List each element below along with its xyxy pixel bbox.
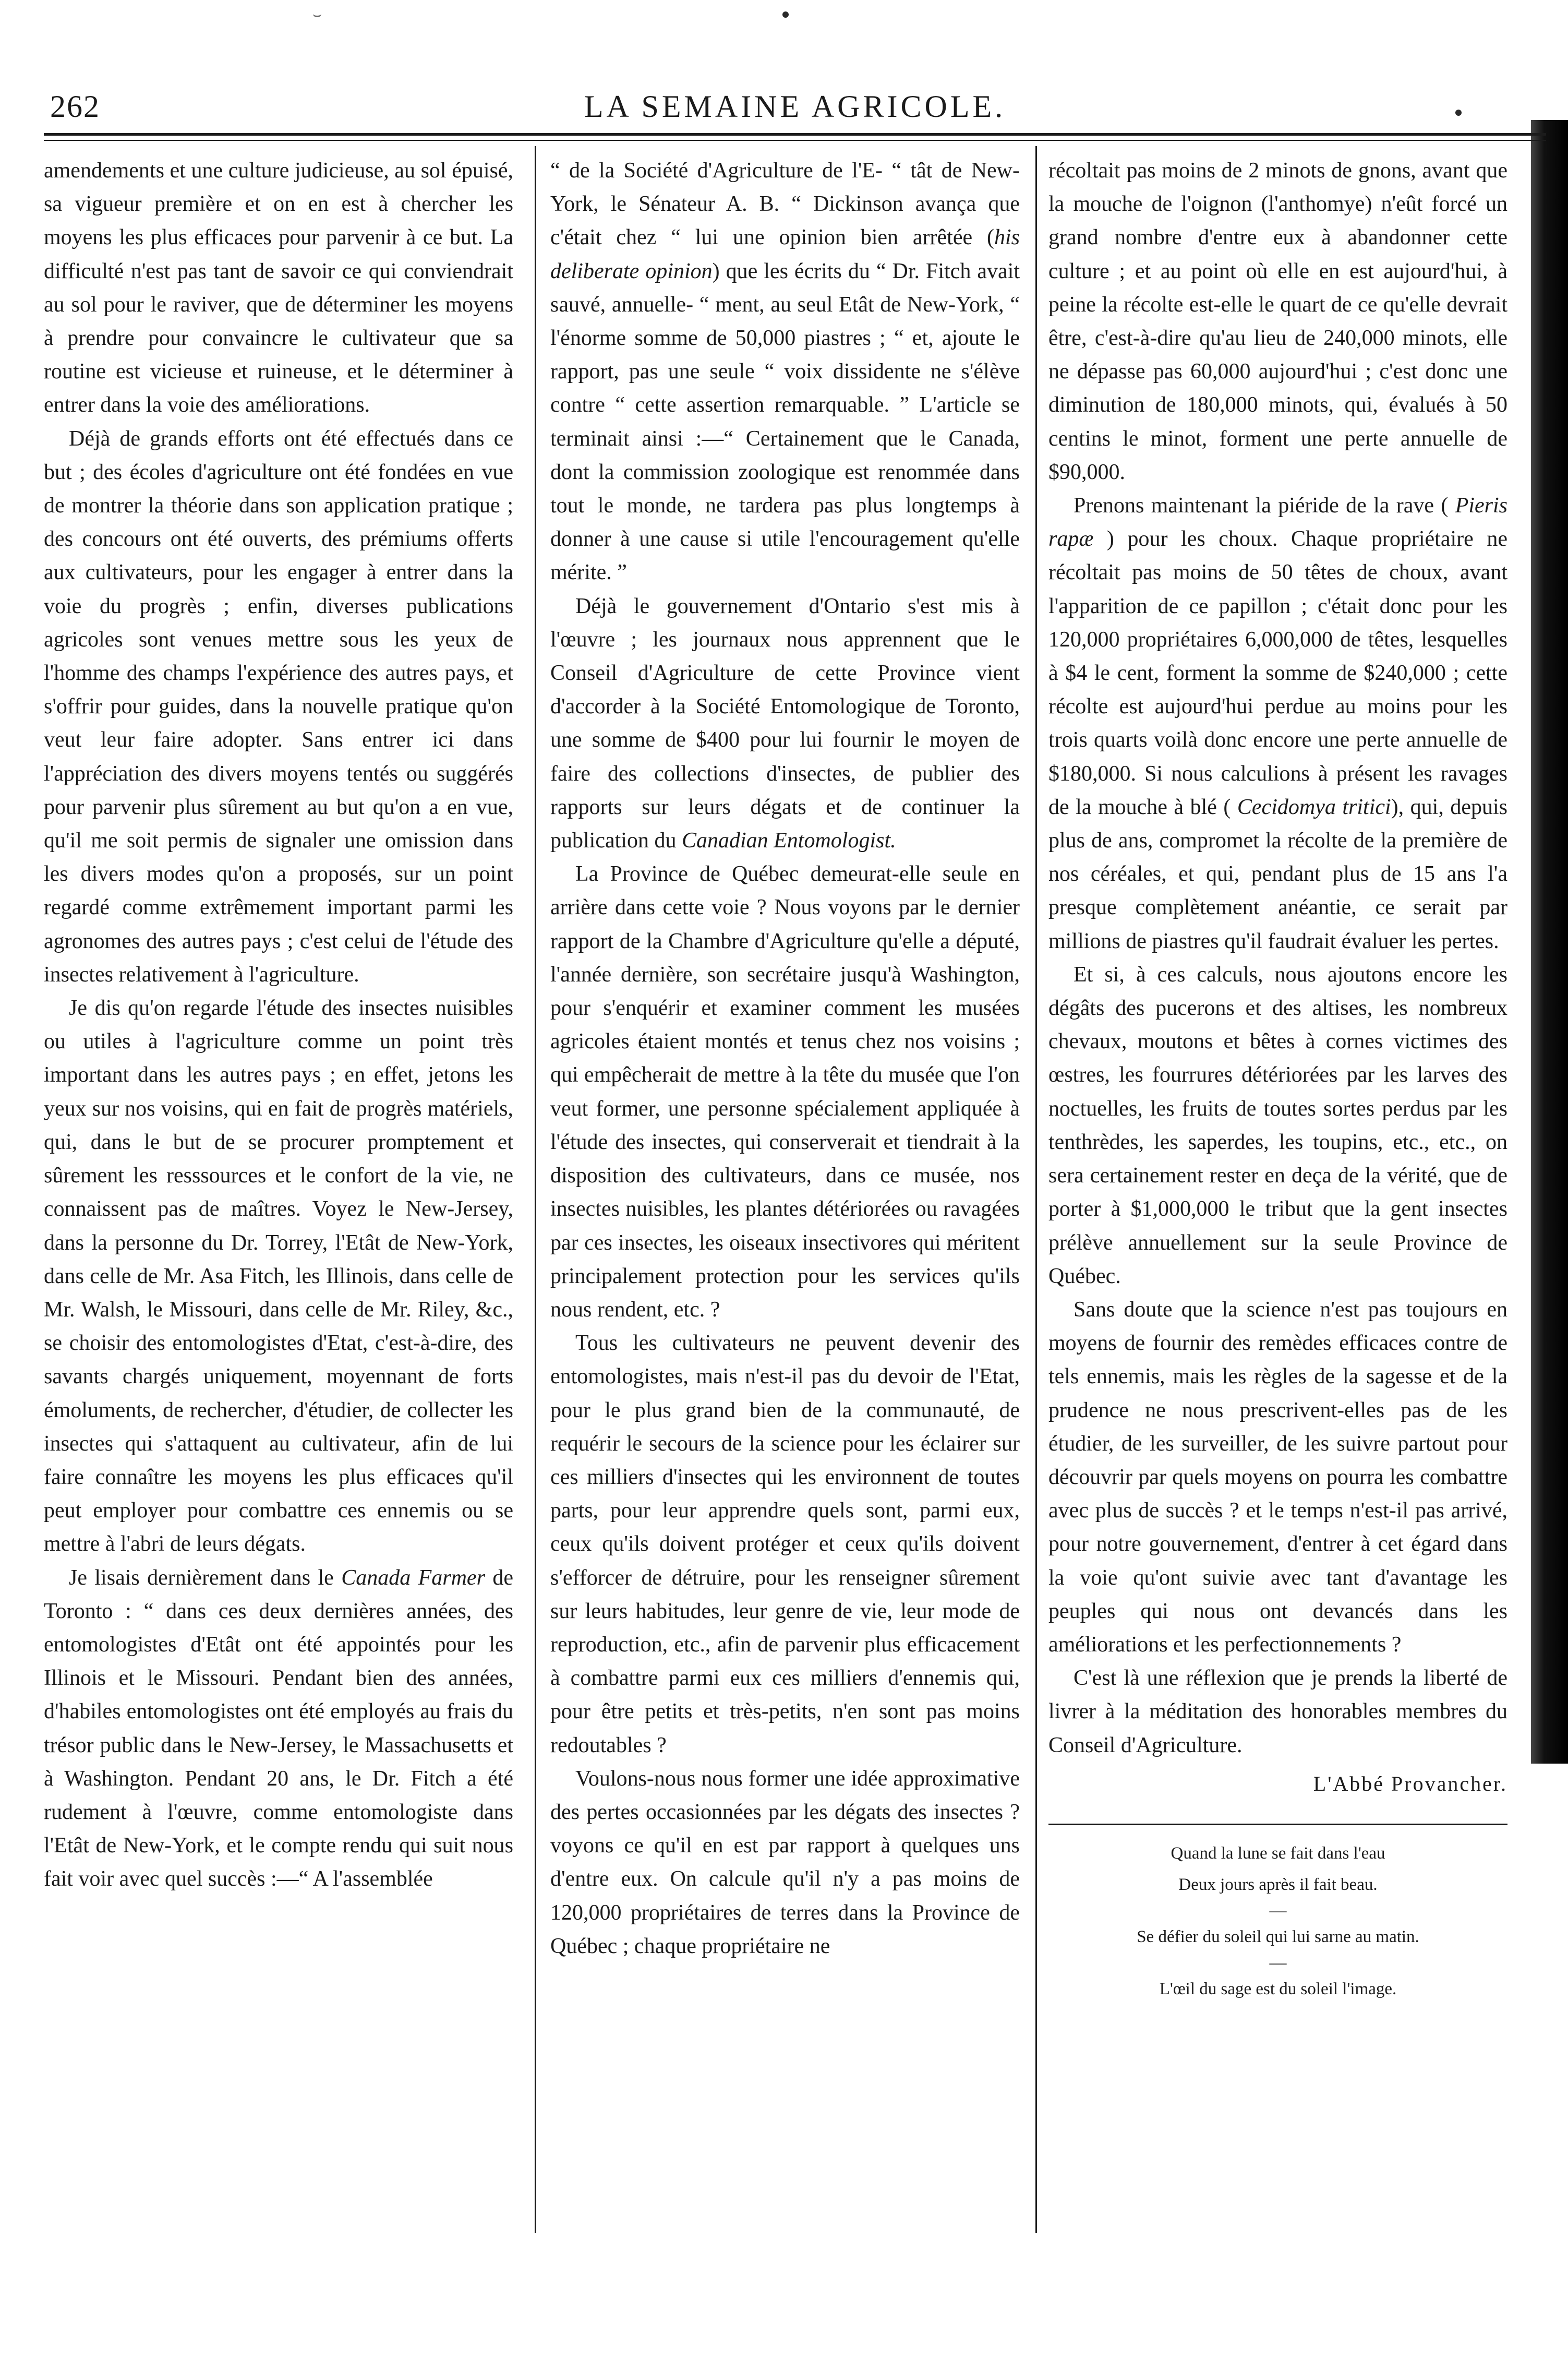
text-column-1 [44, 154, 513, 2293]
paragraph: Voulons-nous nous former une idée approximative des pertes occasionnées par les dégats des insectes ? voyons ce qu'il en est par rapport à quelques uns d'entre eux. On calcule qu'il n'y a pas moins de 120,000 propriétaires de terres dans la Province de Québec ; chaque propriétaire ne [550, 1766, 1020, 1958]
paragraph: amendements et une culture judicieuse, au sol épuisé, sa vigueur première et on en est à chercher les moyens les plus efficaces pour parvenir à ce but. La difficulté n'est pas tant de savoir ce qui conviendrait au sol pour le raviver, que de déterminer les moyens à prendre pour convaincre le cultivateur que sa routine est vicieuse et ruineuse, et le déterminer à entrer dans la voie des améliorations. [44, 159, 513, 417]
italic-species: Cecidomya tritici [1237, 795, 1391, 819]
paragraph [550, 590, 1020, 858]
paragraph: Tous les cultivateurs ne peuvent devenir des entomologistes, mais n'est-il pas du devoir de l'Etat, pour le plus grand bien de la communauté, de requérir le secours de la science pour les éclairer sur ces milliers d'insectes qui les environnent de toutes parts, pour leur apprendre quels sont, parmi eux, ceux qu'ils doivent protéger et ceux qu'ils doivent s'efforcer de détruire, pour les renseigner sûrement sur leurs habitudes, leur genre de vie, leur mode de reproduction, etc., afin de parvenir plus efficacement à combattre parmi eux ces milliers d'ennemis qui, pour être petits et très-petits, n'en sont pas moins redoutables ? [550, 1331, 1020, 1757]
proverb-line: Quand la lune se fait dans l'eau [1171, 1843, 1385, 1863]
text-column-3 [1048, 154, 1507, 2293]
paragraph: C'est là une réflexion que je prends la liberté de livrer à la méditation des honorables membres du Conseil d'Agriculture. [1048, 1666, 1507, 1757]
paragraph: Je dis qu'on regarde l'étude des insectes nuisibles ou utiles à l'agriculture comme un point très important dans les autres pays ; en effet, jetons les yeux sur nos voisins, qui en fait de progrès matériels, qui, dans le but de se procurer promptement et sûrement les resssources et le confort de la vie, ne connaissent pas de maîtres. Voyez le New-Jersey, dans la personne du Dr. Torrey, l'Etât de New-York, dans celle de Mr. Asa Fitch, les Illinois, dans celle de Mr. Walsh, le Missouri, dans celle de Mr. Riley, &c., se choisir des entomologistes d'Etat, c'est-à-dire, des savants chargés uniquement, moyennant de forts émoluments, de rechercher, d'étudier, de collecter les insectes qui s'attaquent au cultivateur, afin de lui faire connaître les moyens les plus efficaces qu'il peut employer pour combattre ces ennemis ou se mettre à l'abri de leurs dégats. [44, 996, 513, 1556]
proverb-separator: — [1269, 1953, 1287, 1972]
page-header [44, 78, 1546, 125]
proverbs-block [1048, 1838, 1507, 2005]
header-rule-thin [44, 140, 1546, 141]
proverb-line: Se défier du soleil qui lui sarne au matin. [1137, 1927, 1419, 1946]
text-run: ) pour les choux. Chaque propriétaire ne récoltait pas moins de 50 têtes de choux, avant l'apparition de ce papillon ; c'était donc pour les 120,000 propriétaires 6,000,000 de têtes, lesquelles à $4 le cent, forment la somme de $240,000 ; cette récolte est aujourd'hui perdue au moins pour les trois quarts voilà donc encore une perte annuelle de $180,000. Si nous calculions à présent les ravages de la mouche à blé ( [1048, 527, 1507, 819]
paragraph [550, 154, 1020, 590]
text-run: Prenons maintenant la piéride de la rave ( [1074, 494, 1455, 518]
paragraph: Et si, à ces calculs, nous ajoutons encore les dégâts des pucerons et des altises, les nombreux chevaux, moutons et bêtes à cornes victimes des œstres, les fourrures détériorées par les larves des noctuelles, les fruits de toutes sortes perdus par les tenthrèdes, les saperdes, les toupins, etc., etc., on sera certainement rester en deça de la vérité, que de porter à $1,000,000 le tribut que la gent insectes prélève annuellement sur la seule Province de Québec. [1048, 962, 1507, 1288]
author-signature: L'Abbé Provancher. [1313, 1771, 1507, 1795]
paragraph: La Province de Québec demeurat-elle seule en arrière dans cette voie ? Nous voyons par le dernier rapport de la Chambre d'Agriculture qu'elle a député, l'année dernière, son secrétaire jusqu'à Washington, pour s'enquérir et examiner comment les musées agricoles étaient montés et tenus chez nos voisins ; qui empêcherait de mettre à la tête du musée que l'on veut former, une personne spécialement appliquée à l'étude des insectes, qui conserverait et tiendrait à la disposition des cultivateurs, dans ce musée, nos insectes nuisibles, les plantes détériorées ou ravagées par ces insectes, les oiseaux insectivores qui méritent principalement protection pour les services qu'ils nous rendent, etc. ? [550, 862, 1020, 1322]
print-speck [782, 11, 789, 18]
text-run: ) que les écrits du “ Dr. Fitch avait sauvé, annuelle- “ ment, au seul Etât de New-York, “ l'énorme somme de 50,000 piastres ; “ et, ajoute le rapport, pas une seule “ voix dissidente ne s'élève contre “ cette assertion remarquable. ” L'article se terminait ainsi :—“ Certainement que le Canada, dont la commission zoologique est renommée dans tout le monde, ne tardera pas plus longtemps à donner à une cause si utile l'encouragement qu'elle mérite. ” [550, 259, 1020, 585]
text-run: de Toronto : “ dans ces deux dernières années, des entomologistes d'Etât ont été appointés pour les Illinois et le Missouri. Pendant bien des années, d'habiles entomologistes ont été employés au frais du trésor public dans le New-Jersey, le Massachusetts et à Washington. Pendant 20 ans, le Dr. Fitch a été rudement à l'œuvre, comme entomologiste dans l'Etât de New-York, et le compte rendu qui suit nous fait voir avec quel succès :—“ A l'assemblée [44, 1565, 513, 1891]
paragraph: Déjà de grands efforts ont été effectués dans ce but ; des écoles d'agriculture ont été fondées en vue de montrer la théorie dans son application pratique ; des concours ont été ouverts, des prémiums offerts aux cultivateurs, pour les engager à entrer dans la voie du progrès ; enfin, diverses publications agricoles sont venues mettre sous les yeux de l'homme des champs l'expérience des autres pays, et s'offrir pour guides, dans la nouvelle pratique qu'on veut leur faire adopter. Sans entrer ici dans l'appréciation des divers moyens tentés ou suggérés pour parvenir plus sûrement au but qu'on a en vue, qu'il me soit permis de signaler une omission dans les divers modes qu'on a proposés, sur un point regardé comme extrêmement important parmi les agronomes des autres pays ; c'est celui de l'étude des insectes relativement à l'agriculture. [44, 426, 513, 987]
italic-title: Canada Farmer [341, 1565, 485, 1590]
italic-phrase: his deliberate opinion [550, 225, 1020, 283]
page-edge-shadow [1531, 120, 1568, 1764]
paragraph: récoltait pas moins de 2 minots de gnons, avant que la mouche de l'oignon (l'anthomye) n'eût forcé un grand nombre d'entre eux à abandonner cette culture ; et au point où elle en est aujourd'hui, à peine la récolte est-elle le quart de ce qu'elle devrait être, c'est-à-dire qu'au lieu de 240,000 minots, elle ne dépasse pas 60,000 aujourd'hui ; c'est donc une diminution de 180,000 minots, qui, évalués à 50 centins le minot, forment une perte annuelle de $90,000. [1048, 159, 1507, 484]
text-run: “ de la Société d'Agriculture de l'E- “ tât de New-York, le Sénateur A. B. “ Dickinson avança que c'était chez “ lui une opinion bien arrêtée ( [550, 159, 1020, 250]
proverb-separator: — [1269, 1901, 1287, 1920]
italic-title: Canadian Entomologist. [681, 829, 896, 853]
text-run: ), qui, depuis plus de ans, compromet la récolte de la première de nos céréales, et qui, pendant plus de 15 ans l'a presque complètement anéantie, ce serait par millions de piastres qu'il faudrait évaluer les pertes. [1048, 795, 1507, 953]
journal-title: LA SEMAINE AGRICOLE. [584, 89, 1006, 124]
proverb-line: Deux jours après il fait beau. [1178, 1875, 1378, 1894]
header-rule [44, 133, 1546, 136]
column-divider [535, 146, 536, 2233]
section-divider [1048, 1824, 1507, 1825]
text-column-2 [550, 154, 1020, 2293]
paragraph: Sans doute que la science n'est pas toujours en moyens de fournir des remèdes efficaces contre de tels ennemis, mais les règles de la sagesse et de la prudence ne nous prescrivent-elles pas de les étudier, de les surveiller, de les suivre partout pour découvrir par quels moyens on pourra les combattre avec plus de succès ? et le temps n'est-il pas arrivé, pour notre gouvernement, d'entrer à cet égard dans la voie qu'ont suivie avec tant d'avantage les peuples qui nous ont devancés dans les améliorations et les perfectionnements ? [1048, 1297, 1507, 1657]
page-number: 262 [50, 89, 100, 124]
paragraph [44, 1561, 513, 1896]
text-run: Je lisais dernièrement dans le [69, 1565, 342, 1590]
italic-species: Pieris rapæ [1048, 494, 1507, 552]
print-mark [313, 10, 321, 17]
text-run: Déjà le gouvernement d'Ontario s'est mis à l'œuvre ; les journaux nous apprennent que le Conseil d'Agriculture de cette Province vient d'accorder à la Société Entomologique de Toronto, une somme de $400 pour lui fournir le moyen de faire des collections d'insectes, de publier des rapports sur leurs dégats et de continuer la publication du [550, 594, 1020, 853]
proverb-line: L'œil du sage est du soleil l'image. [1159, 1979, 1397, 1998]
column-divider [1035, 146, 1037, 2233]
paragraph [1048, 489, 1507, 958]
